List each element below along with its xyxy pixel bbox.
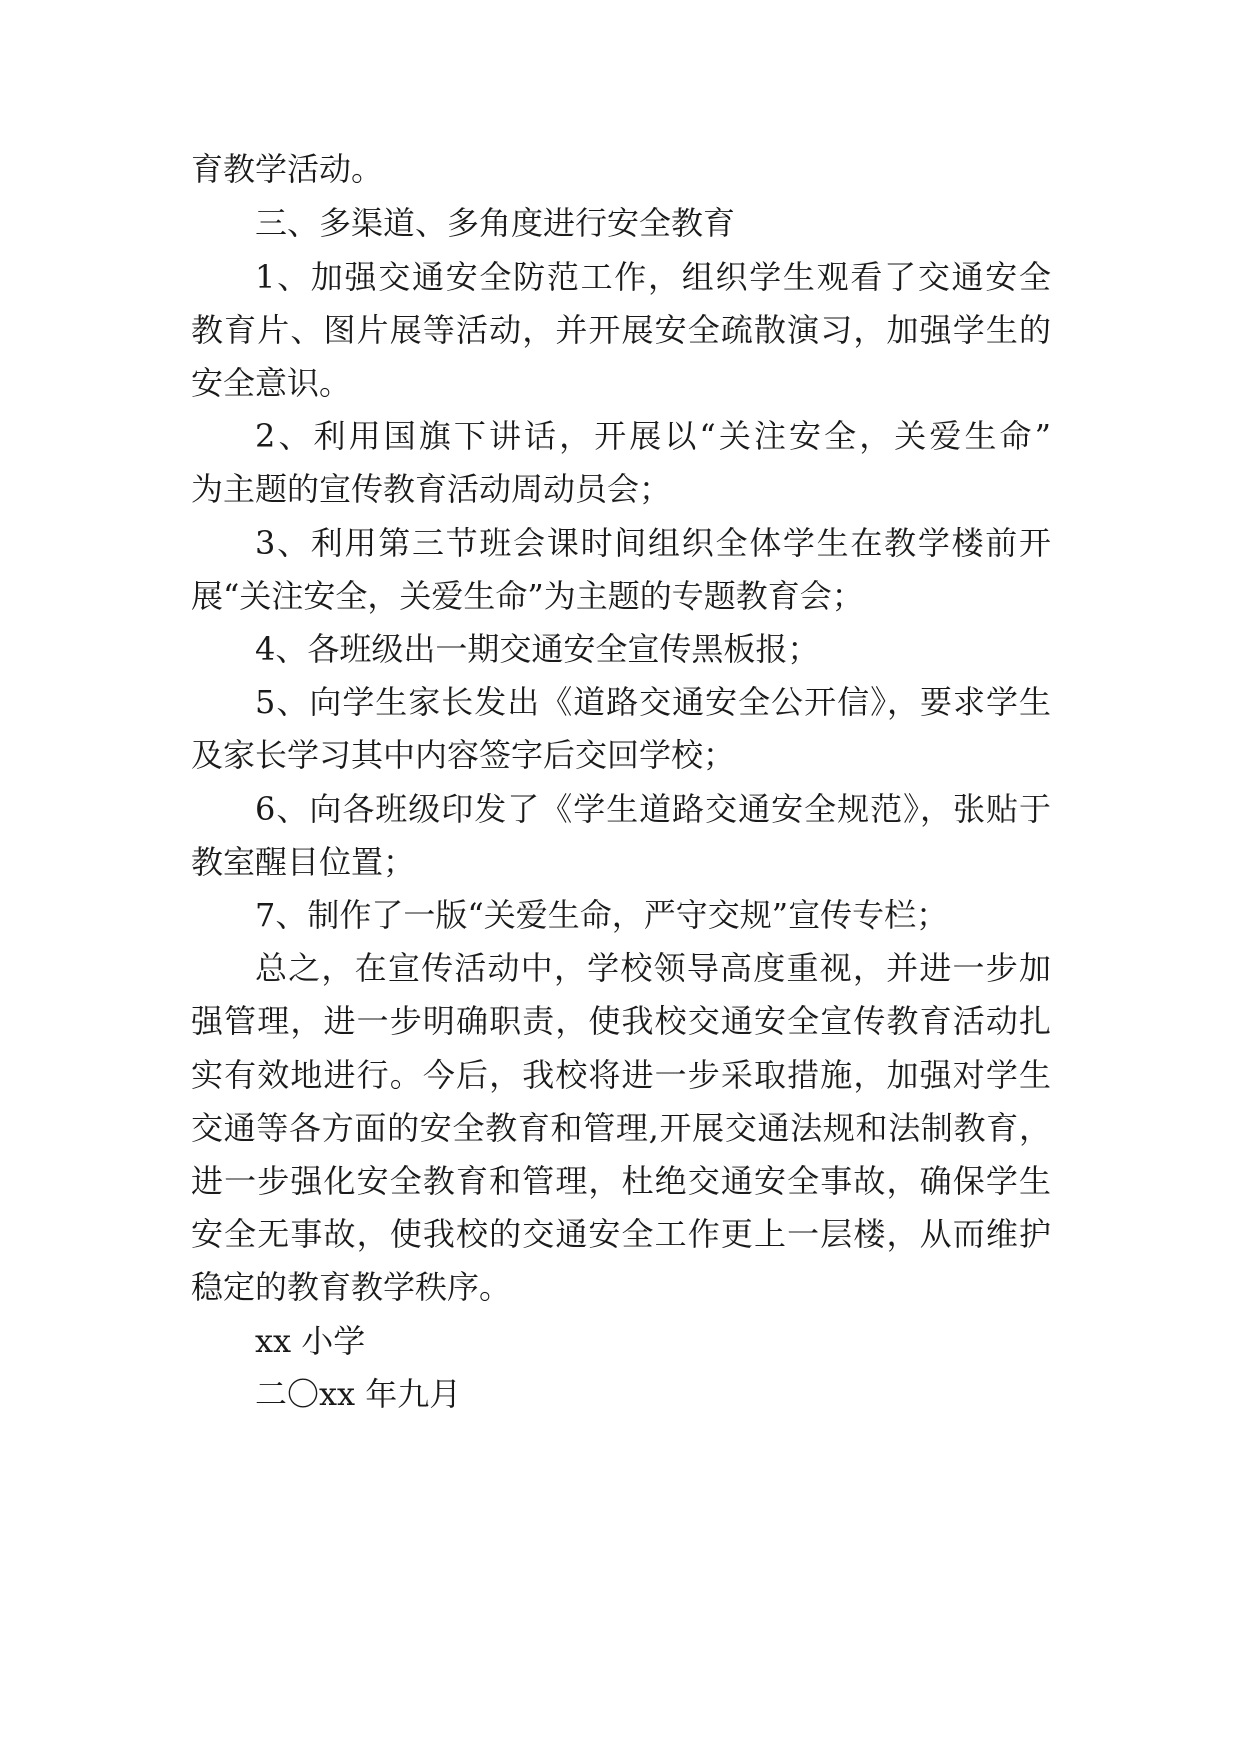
text-line: 及家长学习其中内容签字后交回学校； bbox=[191, 736, 736, 774]
text-line: 教室醒目位置； bbox=[191, 843, 416, 881]
list-item-line: 2、利用国旗下讲话，开展以“关注安全，关爱生命” bbox=[255, 417, 1051, 455]
text-line: 教育片、图片展等活动，并开展安全疏散演习，加强学生的 bbox=[191, 311, 1051, 349]
list-item-line: 7、制作了一版“关爱生命，严守交规”宣传专栏； bbox=[255, 896, 949, 934]
list-item-line: 5、向学生家长发出《道路交通安全公开信》，要求学生 bbox=[255, 683, 1051, 721]
text-line: 稳定的教育教学秩序。 bbox=[191, 1268, 512, 1306]
list-item-line: 6、向各班级印发了《学生道路交通安全规范》，张贴于 bbox=[255, 790, 1051, 828]
list-item-line: 4、各班级出一期交通安全宣传黑板报； bbox=[255, 630, 820, 668]
text-line: 实有效地进行。今后，我校将进一步采取措施，加强对学生 bbox=[191, 1056, 1051, 1094]
text-line: 安全意识。 bbox=[191, 364, 352, 402]
list-item-line: 1、加强交通安全防范工作，组织学生观看了交通安全 bbox=[255, 258, 1051, 296]
signature-school: xx 小学 bbox=[255, 1322, 366, 1360]
list-item-line: 3、利用第三节班会课时间组织全体学生在教学楼前开 bbox=[255, 524, 1051, 562]
text-line: 展“关注安全，关爱生命”为主题的专题教育会； bbox=[191, 577, 864, 615]
text-line: 交通等各方面的安全教育和管理,开展交通法规和法制教育， bbox=[191, 1109, 1051, 1147]
text-line: 为主题的宣传教育活动周动员会； bbox=[191, 470, 672, 508]
text-line: 育教学活动。 bbox=[191, 150, 384, 188]
text-line: 进一步强化安全教育和管理，杜绝交通安全事故，确保学生 bbox=[191, 1162, 1051, 1200]
text-line: 强管理，进一步明确职责，使我校交通安全宣传教育活动扎 bbox=[191, 1002, 1051, 1040]
section-heading: 三、多渠道、多角度进行安全教育 bbox=[255, 204, 736, 242]
text-line: 安全无事故，使我校的交通安全工作更上一层楼，从而维护 bbox=[191, 1215, 1051, 1253]
signature-date: 二〇xx 年九月 bbox=[255, 1375, 462, 1413]
paragraph-line: 总之，在宣传活动中，学校领导高度重视，并进一步加 bbox=[255, 949, 1051, 987]
